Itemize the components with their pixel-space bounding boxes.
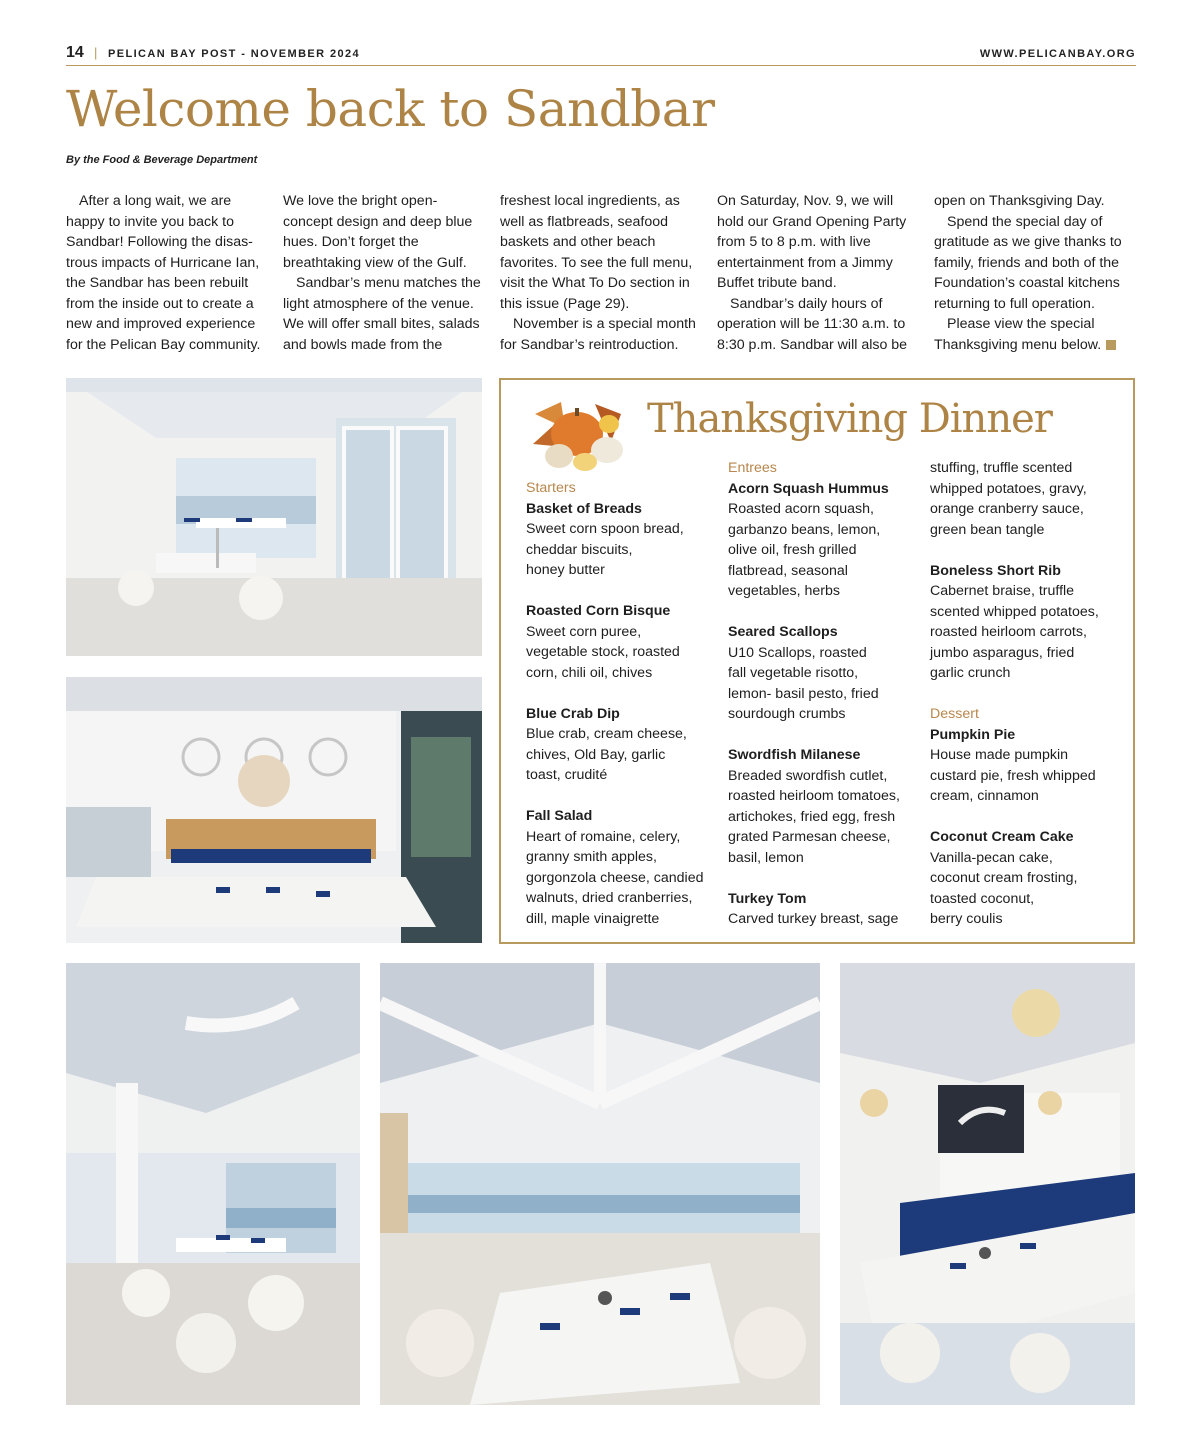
dish-name: Coconut Cream Cake: [930, 829, 1074, 845]
article-closing-text: Please view the special Thanksgiving menu below.: [934, 316, 1102, 353]
dish-line: Sweet corn spoon bread,: [526, 521, 684, 537]
dish-line: scented whipped potatoes,: [930, 603, 1099, 620]
article-paragraph: On Saturday, Nov. 9, we will hold our Grand Opening Party from 5 to 8 p.m. with live entertainment from a Jimmy Buffet tribute band.: [717, 193, 907, 291]
dish-line: walnuts, dried cranberries,: [526, 890, 693, 906]
dish-line: Cabernet braise, truffle: [930, 583, 1075, 599]
dish-line: roasted heirloom tomatoes,: [728, 788, 900, 804]
section-heading: Starters: [526, 480, 576, 496]
menu-column-entrees-dessert: [930, 458, 1120, 930]
menu-column-entrees: [728, 458, 918, 930]
dish-line: cheddar biscuits,: [526, 541, 633, 558]
dish-name: Blue Crab Dip: [526, 705, 620, 722]
header-separator: |: [94, 45, 98, 60]
dish-line: whipped potatoes, gravy,: [930, 480, 1087, 497]
article-paragraph: We love the bright open-concept design and deep blue hues. Don’t forget the breathtaking view of the Gulf.: [283, 193, 473, 271]
menu-column-starters: [526, 478, 716, 929]
dish-line: coconut cream frosting,: [930, 870, 1078, 886]
dish-line: jumbo asparagus, fried: [930, 644, 1075, 661]
dish-name: Boneless Short Rib: [930, 562, 1061, 579]
dining-room-photo: [66, 378, 482, 656]
pumpkin-illustration: [525, 384, 637, 480]
article-column-2: [283, 191, 483, 355]
article-paragraph: [934, 314, 1134, 355]
dish-line: Roasted acorn squash,: [728, 501, 874, 517]
dish-line: Vanilla-pecan cake,: [930, 849, 1053, 866]
dish-line: gorgonzola cheese, candied: [526, 869, 704, 886]
dish-name: Acorn Squash Hummus: [728, 480, 889, 497]
dish-line: cream, cinnamon: [930, 788, 1039, 804]
article-title: Welcome back to Sandbar: [66, 80, 715, 138]
dish-line: U10 Scallops, roasted: [728, 644, 867, 661]
vaulted-dining-photo: [380, 963, 820, 1405]
dish-line: Sweet corn puree,: [526, 623, 642, 640]
dish-line: toast, crudité: [526, 767, 608, 783]
end-mark-icon: [1106, 340, 1116, 350]
dish-line: basil, lemon: [728, 849, 804, 866]
article-byline: By the Food & Beverage Department: [66, 154, 258, 166]
dish-line: orange cranberry sauce,: [930, 501, 1084, 517]
article-paragraph: Sandbar’s menu matches the light atmosphere of the venue. We will offer small bites, salads and bowls made from the: [283, 275, 481, 353]
dish-name: Roasted Corn Bisque: [526, 603, 671, 619]
dish-line: olive oil, fresh grilled: [728, 542, 857, 558]
section-heading: Entrees: [728, 460, 777, 476]
article-column-5: [934, 191, 1134, 355]
patio-dining-photo: [66, 963, 360, 1405]
dish-line: Breaded swordfish cutlet,: [728, 767, 888, 784]
dish-line: berry coulis: [930, 911, 1003, 927]
dish-line: vegetables, herbs: [728, 583, 840, 599]
page-number: 14: [66, 44, 84, 61]
article-paragraph: open on Thanksgiving Day.: [934, 193, 1105, 209]
article-paragraph: November is a special month for Sandbar’s reintroduction.: [500, 316, 696, 353]
dish-line: flatbread, seasonal: [728, 562, 848, 579]
dish-name: Basket of Breads: [526, 500, 642, 517]
dish-line: stuffing, truffle scented: [930, 460, 1073, 476]
menu-title: Thanksgiving Dinner: [647, 396, 1052, 442]
dish-line: vegetable stock, roasted: [526, 644, 680, 660]
dish-line: chives, Old Bay, garlic: [526, 746, 666, 763]
publication-name: PELICAN BAY POST - NOVEMBER 2024: [108, 48, 361, 60]
dish-line: Heart of romaine, celery,: [526, 828, 681, 845]
dish-line: roasted heirloom carrots,: [930, 624, 1087, 640]
dish-line: grated Parmesan cheese,: [728, 829, 891, 845]
dish-line: garlic crunch: [930, 665, 1011, 681]
dish-line: custard pie, fresh whipped: [930, 767, 1096, 784]
section-heading: Dessert: [930, 706, 979, 722]
header-rule: [66, 65, 1136, 66]
dish-line: Blue crab, cream cheese,: [526, 726, 687, 742]
dish-line: sourdough crumbs: [728, 706, 846, 722]
dish-name: Turkey Tom: [728, 890, 807, 907]
article-paragraph: After a long wait, we are happy to invite you back to Sandbar! Following the disas-trous impacts of Hurricane Ian, the Sandbar has been rebuilt from the inside out to create a new and improved experience for the Pelican Bay community.: [66, 193, 261, 353]
dish-line: dill, maple vinaigrette: [526, 910, 660, 927]
dish-line: garbanzo beans, lemon,: [728, 521, 881, 538]
page-header: [66, 44, 1136, 66]
article-paragraph: freshest local ingredients, as well as flatbreads, seafood baskets and other beach favorites. To see the full menu, visit the What To Do section in this issue (Page 29).: [500, 193, 693, 312]
dish-line: granny smith apples,: [526, 849, 657, 865]
banquette-photo: [840, 963, 1135, 1405]
dish-line: corn, chili oil, chives: [526, 664, 653, 681]
website-link[interactable]: WWW.PELICANBAY.ORG: [979, 48, 1136, 60]
dish-line: House made pumpkin: [930, 747, 1069, 763]
dish-line: Carved turkey breast, sage: [728, 911, 899, 927]
dish-name: Swordfish Milanese: [728, 747, 861, 763]
article-column-3: [500, 191, 700, 355]
dish-name: Seared Scallops: [728, 624, 838, 640]
article-paragraph: Spend the special day of gratitude as we give thanks to family, friends and both of the Foundation’s coastal kitchens returning to full operation.: [934, 213, 1122, 312]
booth-seating-photo: [66, 677, 482, 943]
thanksgiving-menu-box: [499, 378, 1135, 944]
dish-line: green bean tangle: [930, 521, 1045, 538]
dish-name: Fall Salad: [526, 808, 593, 824]
dish-name: Pumpkin Pie: [930, 726, 1016, 743]
dish-line: honey butter: [526, 562, 605, 578]
dish-line: artichokes, fried egg, fresh: [728, 808, 896, 825]
article-column-1: [66, 191, 266, 355]
article-column-4: [717, 191, 917, 355]
dish-line: fall vegetable risotto,: [728, 665, 859, 681]
dish-line: toasted coconut,: [930, 890, 1035, 907]
article-paragraph: Sandbar’s daily hours of operation will be 11:30 a.m. to 8:30 p.m. Sandbar will also be: [717, 295, 908, 353]
dish-line: lemon- basil pesto, fried: [728, 685, 879, 702]
